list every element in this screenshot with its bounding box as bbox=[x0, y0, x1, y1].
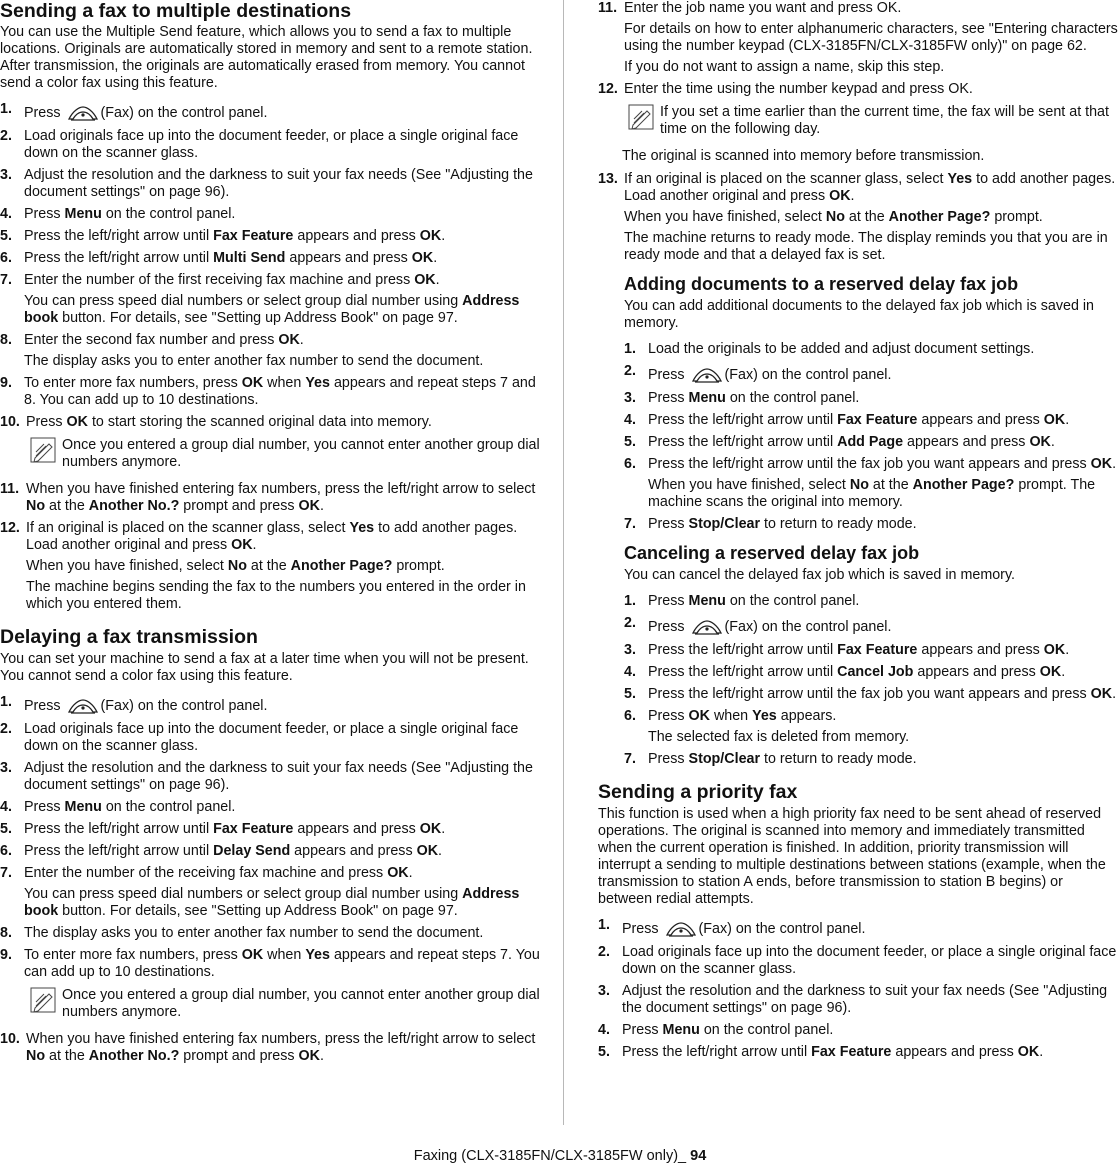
list-item: 7. Press Stop/Clear to return to ready mode. bbox=[624, 751, 917, 767]
list-item: 3. Adjust the resolution and the darkness to suit your fax needs (See "Adjusting the document settings" on page 96). bbox=[0, 167, 533, 200]
right-column bbox=[598, 0, 1120, 1066]
delay-steps bbox=[0, 694, 540, 1065]
list-item: 1. Load the originals to be added and adjust document settings. bbox=[624, 341, 1035, 357]
fax-icon bbox=[65, 694, 101, 716]
section-intro: You can set your machine to send a fax at a later time when you will not be present. You cannot send a color fax using this feature. bbox=[0, 651, 529, 684]
list-item: 12. Enter the time using the number keypad and press OK. bbox=[598, 81, 973, 97]
section-intro: You can add additional documents to the delayed fax job which is saved in memory. bbox=[624, 298, 1094, 331]
list-item: 8. Enter the second fax number and press OK. The display asks you to enter another fax number to send the document. bbox=[0, 332, 484, 369]
note-icon bbox=[24, 437, 62, 463]
footer-text: Faxing (CLX-3185FN/CLX-3185FW only)_ bbox=[413, 1148, 691, 1164]
list-item: 6. Press the left/right arrow until the fax job you want appears and press OK. When you have finished, select No at the Another Page? prompt. The machine scans the original into memory. bbox=[624, 456, 1117, 510]
list-item: 3. Adjust the resolution and the darkness to suit your fax needs (See "Adjusting the document settings" on page 96). bbox=[0, 760, 533, 793]
list-item: 6. Press OK when Yes appears. The selected fax is deleted from memory. bbox=[624, 708, 910, 745]
list-item: 8. The display asks you to enter another fax number to send the document. bbox=[0, 925, 484, 941]
note: If you set a time earlier than the current time, the fax will be sent at that time on the following day. bbox=[622, 104, 1120, 138]
list-item: 7. Press Stop/Clear to return to ready mode. bbox=[624, 516, 917, 532]
page-footer bbox=[0, 1148, 1120, 1165]
list-item: 11. When you have finished entering fax numbers, press the left/right arrow to select No at the Another No.? prompt and press OK. bbox=[0, 481, 536, 514]
list-item: 3. Press the left/right arrow until Fax Feature appears and press OK. bbox=[624, 642, 1070, 658]
adding-section bbox=[624, 274, 1120, 768]
fax-icon bbox=[65, 101, 101, 123]
list-item: 1. Press (Fax) on the control panel. bbox=[0, 101, 268, 121]
list-item: 2. Load originals face up into the document feeder, or place a single original face down on the scanner glass. bbox=[0, 721, 519, 754]
list-item: 3. Press Menu on the control panel. bbox=[624, 390, 860, 406]
list-item: 5. Press the left/right arrow until Add Page appears and press OK. bbox=[624, 434, 1055, 450]
cancel-steps bbox=[624, 593, 1120, 768]
fax-icon bbox=[689, 363, 725, 385]
list-item: 4. Press the left/right arrow until Fax Feature appears and press OK. bbox=[624, 412, 1070, 428]
fax-icon bbox=[689, 615, 725, 637]
list-item: 5. Press the left/right arrow until Fax Feature appears and press OK. bbox=[0, 228, 446, 244]
list-item: 2. Press (Fax) on the control panel. bbox=[624, 615, 892, 635]
list-item: 5. Press the left/right arrow until Fax Feature appears and press OK. bbox=[0, 821, 446, 837]
paragraph: The original is scanned into memory before transmission. bbox=[622, 148, 985, 164]
adding-steps bbox=[624, 341, 1120, 533]
list-item: 1. Press (Fax) on the control panel. bbox=[0, 694, 268, 714]
list-item: 5. Press the left/right arrow until Fax Feature appears and press OK. bbox=[598, 1044, 1044, 1060]
list-item: 10. When you have finished entering fax numbers, press the left/right arrow to select No at the Another No.? prompt and press OK. bbox=[0, 1031, 536, 1064]
list-item: 1. Press (Fax) on the control panel. bbox=[598, 917, 866, 937]
list-item: 3. Adjust the resolution and the darkness to suit your fax needs (See "Adjusting the document settings" on page 96). bbox=[598, 983, 1108, 1016]
list-item: 7. Enter the number of the first receiving fax machine and press OK. You can press speed dial numbers or select group dial number using Address book button. For details, see "Setting up Address Book" on page 97. bbox=[0, 272, 520, 326]
list-item: 4. Press Menu on the control panel. bbox=[0, 206, 236, 222]
section-intro: You can cancel the delayed fax job which is saved in memory. bbox=[624, 567, 1015, 583]
list-item: 4. Press Menu on the control panel. bbox=[0, 799, 236, 815]
list-item: 13. If an original is placed on the scanner glass, select Yes to add another pages. Load another original and press OK. When you have finished, select No at the Another Page? prompt. The machine returns to ready mode. The display reminds you that you are in ready mode and that a delayed fax is set. bbox=[598, 171, 1116, 263]
column-divider bbox=[563, 0, 564, 1125]
list-item: 2. Press (Fax) on the control panel. bbox=[624, 363, 892, 383]
note-icon bbox=[622, 104, 660, 130]
list-item: 9. To enter more fax numbers, press OK when Yes appears and repeat steps 7. You can add up to 10 destinations. bbox=[0, 947, 540, 980]
list-item: 2. Load originals face up into the document feeder, or place a single original face down on the scanner glass. bbox=[0, 128, 519, 161]
section-title-delay: Delaying a fax transmission bbox=[0, 626, 258, 648]
section-title-multiple-send: Sending a fax to multiple destinations bbox=[0, 0, 352, 22]
section-intro: This function is used when a high priority fax need to be sent ahead of reserved operations. The original is scanned into memory and immediately transmitted when the current operation is finished. In addition, priority transmission will interrupt a sending to multiple destinations between stations (example, when the transmission to station A ends, before transmission to station B begins) or between redial attempts. bbox=[598, 806, 1106, 907]
list-item: 9. To enter more fax numbers, press OK when Yes appears and repeat steps 7 and 8. You can add up to 10 destinations. bbox=[0, 375, 536, 408]
multi-send-steps bbox=[0, 101, 540, 613]
page-number: 94 bbox=[690, 1148, 707, 1164]
section-title-adding: Adding documents to a reserved delay fax job bbox=[624, 274, 1019, 294]
left-column bbox=[0, 0, 540, 1070]
list-item: 2. Load originals face up into the document feeder, or place a single original face down on the scanner glass. bbox=[598, 944, 1117, 977]
note-icon bbox=[24, 987, 62, 1013]
list-item: 12. If an original is placed on the scanner glass, select Yes to add another pages. Load another original and press OK. When you have finished, select No at the Another Page? prompt. The machine begins sending the fax to the numbers you entered in the order in which you entered them. bbox=[0, 520, 526, 612]
priority-steps bbox=[598, 917, 1120, 1061]
list-item: 5. Press the left/right arrow until the fax job you want appears and press OK. bbox=[624, 686, 1117, 702]
list-item: 4. Press the left/right arrow until Cancel Job appears and press OK. bbox=[624, 664, 1066, 680]
section-intro: You can use the Multiple Send feature, which allows you to send a fax to multiple locations. Originals are automatically stored in memory and sent to a remote station. After transmission, the originals are automatically erased from memory. You cannot send a color fax using this feature. bbox=[0, 24, 533, 91]
list-item: 6. Press the left/right arrow until Multi Send appears and press OK. bbox=[0, 250, 438, 266]
list-item: 1. Press Menu on the control panel. bbox=[624, 593, 860, 609]
fax-icon bbox=[663, 917, 699, 939]
section-title-cancel: Canceling a reserved delay fax job bbox=[624, 543, 920, 563]
list-item: 7. Enter the number of the receiving fax machine and press OK. You can press speed dial numbers or select group dial number using Address book button. For details, see "Setting up Address Book" on page 97. bbox=[0, 865, 520, 919]
note: Once you entered a group dial number, you cannot enter another group dial numbers anymore. bbox=[24, 987, 540, 1021]
delay-steps-continued bbox=[598, 0, 1120, 264]
section-title-priority: Sending a priority fax bbox=[598, 781, 798, 803]
list-item: 4. Press Menu on the control panel. bbox=[598, 1022, 834, 1038]
note: Once you entered a group dial number, you cannot enter another group dial numbers anymore. bbox=[24, 437, 540, 471]
list-item: 6. Press the left/right arrow until Delay Send appears and press OK. bbox=[0, 843, 443, 859]
list-item: 10. Press OK to start storing the scanned original data into memory. bbox=[0, 414, 432, 430]
list-item: 11. Enter the job name you want and press OK. For details on how to enter alphanumeric characters, see "Entering characters using the number keypad (CLX-3185FN/CLX-3185FW only)" on page 62. If you do not want to assign a name, skip this step. bbox=[598, 0, 1118, 75]
